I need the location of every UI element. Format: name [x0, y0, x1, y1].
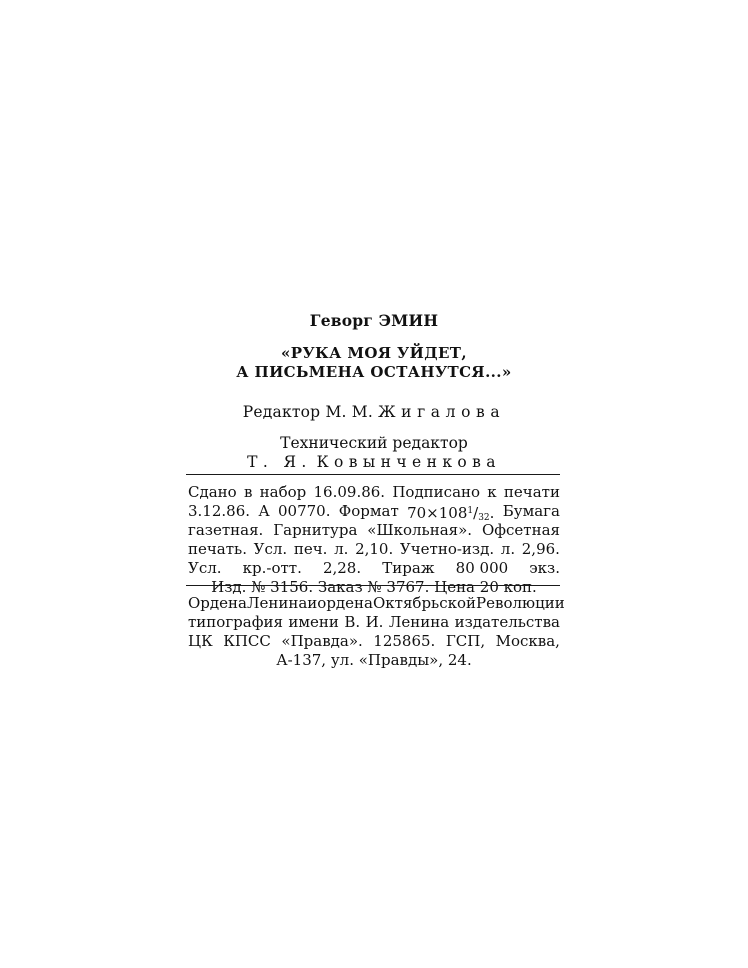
- printer-word: Революции: [476, 594, 565, 612]
- author-name: Геворг ЭМИН: [309, 311, 439, 330]
- printer-word: А-137, ул. «Правды», 24.: [276, 651, 472, 669]
- tech-editor-credit: [0, 434, 748, 472]
- imprint-word: 2,10.: [355, 540, 394, 558]
- imprint-word: Сдано: [188, 483, 237, 501]
- imprint-word: печати: [503, 483, 560, 501]
- imprint-word: кр.-отт.: [242, 559, 302, 577]
- imprint-word: печать.: [188, 540, 247, 558]
- book-title: [0, 344, 748, 382]
- imprint-line: [188, 521, 560, 540]
- imprint-word: Изд. № 3156. Заказ № 3767. Цена 20 коп.: [211, 578, 537, 596]
- printer-word: «Правда».: [281, 632, 363, 650]
- printer-word: Ордена: [188, 594, 247, 612]
- printer-word: Москва,: [495, 632, 560, 650]
- imprint-word: 2,96.: [521, 540, 560, 558]
- imprint-line: [188, 483, 560, 502]
- imprint-word: Бумага: [502, 502, 560, 520]
- printer-word: ордена: [317, 594, 373, 612]
- imprint-word: Подписано: [392, 483, 481, 501]
- imprint-word: набор: [259, 483, 307, 501]
- format-suffix: .: [489, 504, 495, 522]
- imprint-word: «Школьная».: [367, 521, 473, 539]
- imprint-word: 2,28.: [322, 559, 362, 577]
- book-title-line-2: А ПИСЬМЕНА ОСТАНУТСЯ...»: [236, 363, 512, 381]
- printer-word: типография: [188, 613, 283, 631]
- imprint-word: Усл.: [188, 559, 222, 577]
- printer-word: ГСП,: [445, 632, 486, 650]
- printer-word: В.: [344, 613, 361, 631]
- imprint-word: л.: [334, 540, 349, 558]
- imprint-word: к: [487, 483, 497, 501]
- editor-role: Редактор: [242, 403, 321, 421]
- imprint-word: 00770.: [278, 502, 331, 520]
- tech-editor-initials: Т. Я.: [247, 453, 312, 471]
- divider-rule: [186, 474, 560, 475]
- tech-editor-name-line: [0, 453, 748, 472]
- editor-credit: [0, 403, 748, 421]
- printer-word: 125865.: [373, 632, 436, 650]
- format-fraction-denominator: 32: [478, 513, 490, 523]
- printer-word: имени: [288, 613, 339, 631]
- format-value: $70\times 108^1/_{32}$.: [407, 504, 495, 523]
- imprint-word: 80 000: [455, 559, 509, 577]
- printer-line: [188, 651, 560, 670]
- imprint-word: 16.09.86.: [313, 483, 386, 501]
- imprint-word: газетная.: [188, 521, 264, 539]
- printer-word: Ленина: [388, 613, 450, 631]
- printer-word: И.: [365, 613, 384, 631]
- tech-editor-surname: Ковынченкова: [316, 453, 501, 471]
- imprint-line: [188, 540, 560, 559]
- imprint-word: печ.: [293, 540, 328, 558]
- imprint-word: Тираж: [382, 559, 435, 577]
- printer-word: КПСС: [223, 632, 271, 650]
- imprint-word: Гарнитура: [273, 521, 358, 539]
- printer-line: [188, 594, 565, 613]
- printer-word: издательства: [454, 613, 560, 631]
- printer-word: ЦК: [188, 632, 213, 650]
- imprint-word: в: [243, 483, 253, 501]
- printer-word: Октябрьской: [372, 594, 477, 612]
- imprint-line: [188, 559, 560, 578]
- imprint-word: Офсетная: [481, 521, 560, 539]
- imprint-block: [188, 483, 560, 597]
- tech-editor-role: Технический редактор: [280, 434, 468, 452]
- imprint-word: Усл.: [253, 540, 288, 558]
- imprint-word: Формат: [338, 502, 399, 520]
- imprint-line: [188, 502, 560, 521]
- imprint-word: А: [258, 502, 270, 520]
- editor-initials: М. М.: [325, 403, 373, 421]
- imprint-word: Учетно-изд.: [399, 540, 495, 558]
- printer-line: [188, 613, 560, 632]
- divider-rule: [186, 585, 560, 586]
- printer-block: [188, 594, 565, 670]
- editor-surname: Жигалова: [378, 403, 506, 421]
- book-title-line-1: «РУКА МОЯ УЙДЕТ,: [281, 344, 467, 362]
- printer-word: и: [307, 594, 318, 612]
- imprint-word: экз.: [529, 559, 560, 577]
- imprint-word: 3.12.86.: [188, 502, 251, 520]
- format-dimensions: 70×108: [407, 504, 468, 522]
- format-fraction-numerator: 1: [467, 506, 474, 516]
- printer-line: [188, 632, 560, 651]
- imprint-word: л.: [500, 540, 516, 558]
- printer-word: Ленина: [246, 594, 308, 612]
